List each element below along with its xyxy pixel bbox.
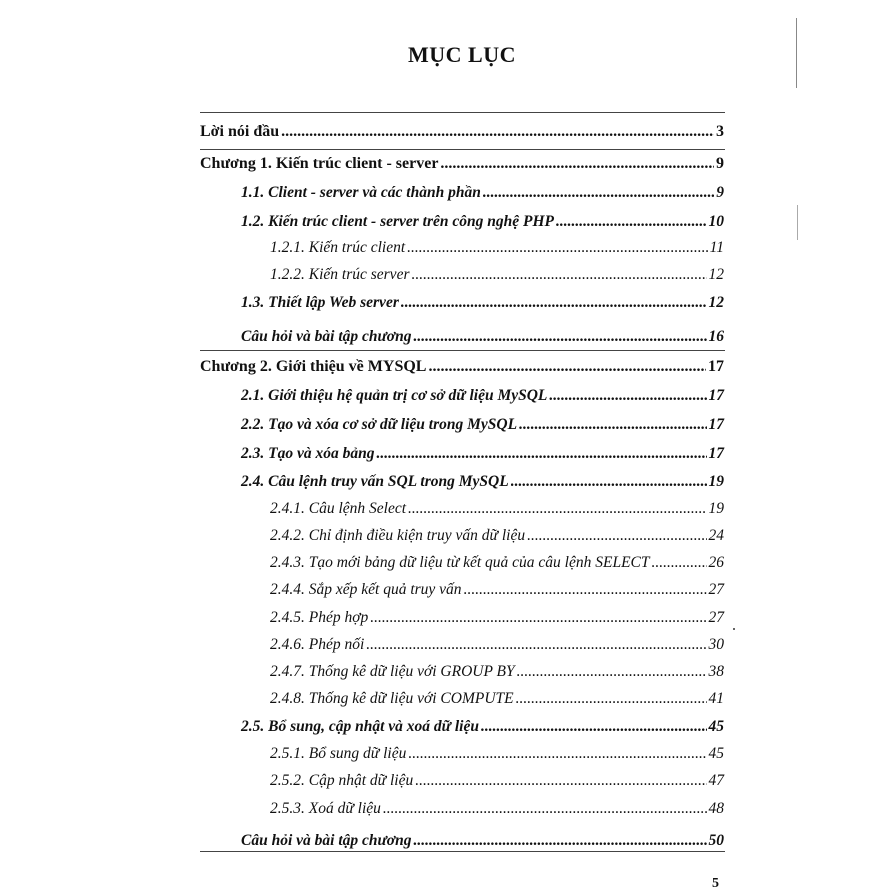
toc-entry [200,122,724,142]
dot-leader [411,265,706,285]
toc-entry-page: 17 [708,416,724,433]
dot-leader [517,662,707,682]
toc-entry-title: 2.4.8. Thống kê dữ liệu với COMPUTE [270,690,514,707]
toc-entry-page: 12 [708,294,724,311]
toc-entry-title: 2.4.2. Chỉ định điều kiện truy vấn dữ liệu [270,527,526,544]
toc-entry [270,499,724,519]
toc-entry [241,327,724,347]
toc-entry [270,799,724,819]
toc-entry [241,415,724,435]
dot-leader [383,799,707,819]
toc-entry [270,771,724,791]
toc-entry-page: 16 [708,328,724,345]
toc-entry-page: 19 [708,473,724,490]
toc-entry [241,386,724,406]
toc-entry [270,689,724,709]
toc-divider [200,350,725,351]
toc-entry-title: 1.1. Client - server và các thành phần [241,184,481,201]
dot-leader [281,122,714,142]
toc-entry-page: 17 [708,358,724,375]
dot-leader [556,212,706,232]
toc-entry-page: 9 [716,155,724,172]
toc-entry [270,608,724,628]
toc-entry-title: 2.4.1. Câu lệnh Select [270,500,407,517]
dot-leader [428,357,706,377]
page-number: 5 [712,876,719,891]
toc-entry [241,831,724,851]
toc-entry [270,526,724,546]
toc-entry [241,717,724,737]
scan-speck [733,628,735,630]
toc-entry [200,154,724,174]
dot-leader [408,499,706,519]
dot-leader [511,472,707,492]
toc-entry-title: Câu hỏi và bài tập chương [241,328,412,345]
page-title: MỤC LỤC [408,42,516,67]
toc-entry-title: Chương 1. Kiến trúc client - server [200,155,439,172]
toc-entry-page: 27 [708,609,724,626]
dot-leader [376,444,706,464]
toc-entry-title: 2.2. Tạo và xóa cơ sở dữ liệu trong MySQL [241,416,518,433]
toc-entry-page: 41 [708,690,724,707]
toc-entry [241,212,724,232]
toc-entry-page: 12 [708,266,724,283]
dot-leader [440,154,714,174]
dot-leader [652,553,707,573]
toc-entry-title: Chương 2. Giới thiệu về MYSQL [200,358,427,375]
dot-leader [413,327,706,347]
dot-leader [413,831,706,851]
toc-entry-page: 48 [708,800,724,817]
toc-entry [270,662,724,682]
toc-entry-page: 26 [708,554,724,571]
dot-leader [481,717,707,737]
dot-leader [549,386,706,406]
toc-entry [241,444,724,464]
toc-entry-page: 19 [708,500,724,517]
toc-entry-title: 2.4.4. Sắp xếp kết quả truy vấn [270,581,462,598]
dot-leader [408,744,706,764]
toc-entry-title: 2.4.3. Tạo mới bảng dữ liệu từ kết quả của câu lệnh SELECT [270,554,650,571]
dot-leader [464,580,707,600]
toc-entry-page: 17 [708,445,724,462]
dot-leader [516,689,707,709]
toc-entry-title: 1.2. Kiến trúc client - server trên công nghệ PHP [241,213,555,230]
toc-entry-page: 11 [709,239,724,256]
toc-entry-page: 3 [716,123,724,140]
toc-entry-title: 2.4.7. Thống kê dữ liệu với GROUP BY [270,663,515,680]
toc-entry-title: 2.5.1. Bổ sung dữ liệu [270,745,407,762]
toc-bottom-divider [200,851,725,852]
toc-entry-page: 38 [708,663,724,680]
toc-divider [200,149,725,150]
dot-leader [407,238,707,258]
toc-entry-title: 2.5. Bổ sung, cập nhật và xoá dữ liệu [241,718,479,735]
toc-entry-page: 17 [708,387,724,404]
toc-entry [241,183,724,203]
toc-entry [270,635,724,655]
toc-entry [270,553,724,573]
toc-entry-title: Câu hỏi và bài tập chương [241,832,412,849]
dot-leader [519,415,706,435]
toc-entry-title: 2.1. Giới thiệu hệ quản trị cơ sở dữ liệu MySQL [241,387,548,404]
dot-leader [415,771,706,791]
toc-entry-title: 2.3. Tạo và xóa bảng [241,445,375,462]
toc-entry [241,293,724,313]
toc-entry-page: 50 [708,832,724,849]
toc-entry-title: 2.5.3. Xoá dữ liệu [270,800,381,817]
toc-entry-title: 1.2.2. Kiến trúc server [270,266,410,283]
toc-entry-page: 9 [716,184,724,201]
dot-leader [370,608,706,628]
dot-leader [401,293,707,313]
toc-entry-page: 47 [708,772,724,789]
toc-entry [270,580,724,600]
toc-entry-page: 45 [708,745,724,762]
toc-entry-title: 2.5.2. Cập nhật dữ liệu [270,772,414,789]
toc-entry-title: 2.4.5. Phép hợp [270,609,369,626]
toc-entry-title: 2.4.6. Phép nối [270,636,365,653]
toc-top-divider [200,112,725,113]
toc-entry-page: 27 [708,581,724,598]
toc-entry-page: 45 [708,718,724,735]
toc-entry-page: 10 [708,213,724,230]
toc-entry-title: 2.4. Câu lệnh truy vấn SQL trong MySQL [241,473,509,490]
toc-entry [241,472,724,492]
dot-leader [483,183,714,203]
toc-entry-title: Lời nói đầu [200,123,280,140]
toc-entry [270,265,724,285]
toc-entry-title: 1.3. Thiết lập Web server [241,294,399,311]
toc-entry [270,744,724,764]
toc-entry-page: 24 [708,527,724,544]
toc-entry-title: 1.2.1. Kiến trúc client [270,239,406,256]
toc-entry [270,238,724,258]
toc-entry [200,357,724,377]
dot-leader [527,526,706,546]
scan-artifact-line [797,205,798,240]
dot-leader [366,635,706,655]
toc-entry-page: 30 [708,636,724,653]
